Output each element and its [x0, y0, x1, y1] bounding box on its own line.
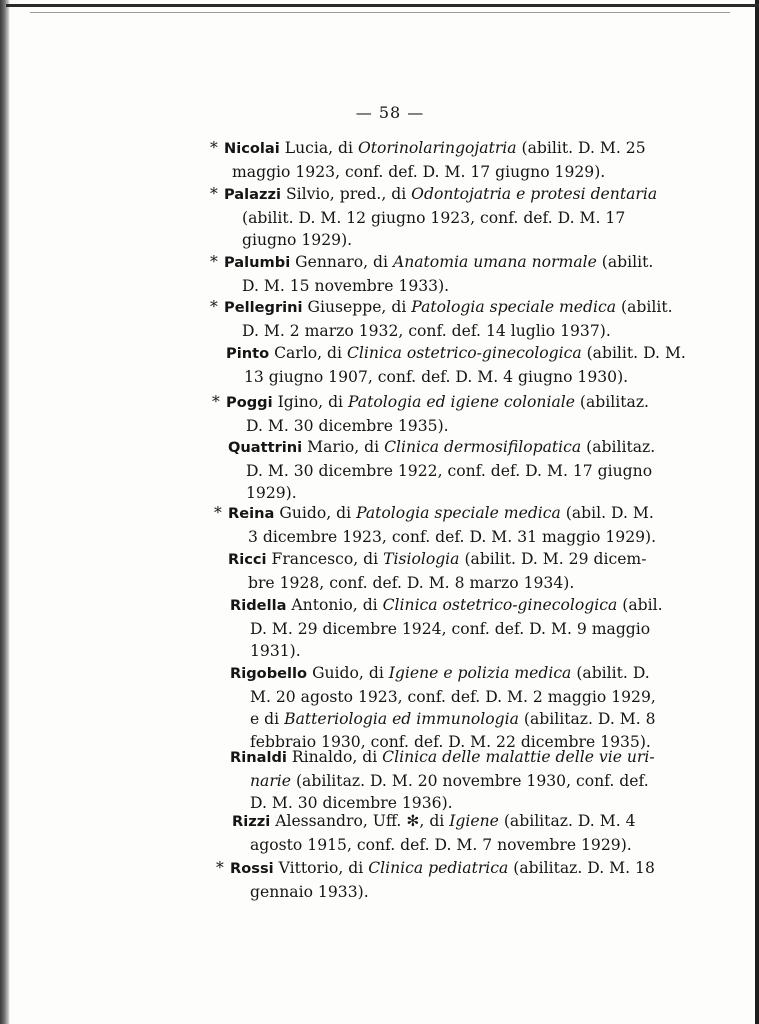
- entry-line: [228, 572, 646, 595]
- entry-surname: Rizzi: [232, 813, 271, 830]
- asterisk-marker: *: [210, 139, 218, 157]
- entry-surname: Reina: [228, 505, 275, 522]
- page-number: — 58 —: [355, 103, 425, 122]
- entry-text: e di: [250, 710, 285, 729]
- subject-text: Igiene: [449, 812, 499, 830]
- entry-text: 1929).: [246, 484, 297, 503]
- entry-text: Alessandro, Uff. ✻, di: [275, 812, 450, 830]
- subject-text: Anatomia umana normale: [392, 253, 597, 271]
- faculty-entry: [226, 342, 686, 388]
- entry-line: [214, 502, 656, 526]
- faculty-entry: [228, 436, 655, 505]
- faculty-entry: [228, 548, 646, 594]
- entry-text: Igino, di: [277, 393, 348, 411]
- entry-surname: Rigobello: [230, 665, 308, 682]
- entry-text: Silvio, pred., di: [285, 185, 412, 203]
- entry-text: (abilit. D. M. 25: [516, 139, 646, 157]
- entry-text: (abilit.: [616, 298, 673, 316]
- entry-text: D. M. 15 novembre 1933).: [242, 276, 450, 295]
- entry-surname: Pinto: [226, 345, 270, 362]
- entry-text: Guido, di: [279, 504, 357, 522]
- entry-text: D. M. 30 dicembre 1936).: [250, 794, 453, 813]
- entry-line: [228, 548, 646, 572]
- subject-text: Clinica dermosifilopatica: [384, 438, 582, 456]
- faculty-entry: [212, 391, 649, 437]
- entry-text: Carlo, di: [274, 344, 347, 362]
- asterisk-marker: *: [210, 298, 218, 316]
- faculty-entry: [210, 251, 653, 297]
- subject-text: Patologia ed igiene coloniale: [348, 393, 575, 411]
- entry-text: Guido, di: [312, 664, 389, 682]
- entry-line: [210, 137, 646, 161]
- entry-line: [230, 618, 663, 641]
- entry-line: [230, 770, 655, 793]
- entry-line: [210, 296, 673, 320]
- entry-text: 3 dicembre 1923, conf. def. D. M. 31 maggio 1929).: [248, 527, 657, 546]
- entry-surname: Rinaldi: [230, 749, 287, 766]
- entry-text: giugno 1929).: [242, 231, 353, 250]
- entry-line: [226, 366, 686, 389]
- asterisk-marker: *: [210, 185, 218, 203]
- entry-text: gennaio 1933).: [250, 882, 369, 901]
- faculty-entry: [214, 502, 656, 548]
- subject-text: Odontojatria e protesi dentaria: [411, 185, 658, 203]
- entry-surname: Ricci: [228, 551, 267, 568]
- entry-line: [210, 161, 646, 184]
- subject-text: Clinica ostetrico-ginecologica: [382, 596, 618, 614]
- entry-text: maggio 1923, conf. def. D. M. 17 giugno 1929).: [232, 162, 606, 181]
- faculty-entry: [230, 594, 663, 663]
- entry-line: [226, 342, 686, 366]
- entry-line: [212, 391, 649, 415]
- entry-text: (abilit. D. M. 29 dicem-: [459, 550, 647, 568]
- faculty-entry: [210, 137, 646, 183]
- subject-text: Patologia speciale medica: [411, 298, 617, 316]
- entry-line: [228, 436, 655, 460]
- subject-text: Clinica ostetrico-ginecologica: [346, 344, 582, 362]
- entry-line: [210, 275, 653, 298]
- entry-text: (abilitaz. D. M. 8: [518, 710, 656, 729]
- entry-text: D. M. 2 marzo 1932, conf. def. 14 luglio 1937).: [242, 321, 611, 340]
- subject-text: Clinica delle malattie delle vie uri-: [382, 748, 655, 766]
- entry-surname: Palazzi: [224, 186, 281, 203]
- entry-text: M. 20 agosto 1923, conf. def. D. M. 2 maggio 1929,: [250, 687, 656, 706]
- entry-text: (abilit. D.: [571, 664, 650, 682]
- entry-line: [230, 594, 663, 618]
- entry-text: (abil. D. M.: [560, 504, 654, 522]
- entry-text: D. M. 29 dicembre 1924, conf. def. D. M. 9 maggio: [250, 619, 651, 638]
- entry-surname: Palumbi: [224, 254, 291, 271]
- entry-text: Rinaldo, di: [291, 748, 383, 766]
- entry-text: (abilitaz. D. M. 20 novembre 1930, conf. def.: [291, 771, 649, 790]
- entry-text: (abil.: [617, 596, 663, 614]
- entry-line: [230, 662, 656, 686]
- subject-text: Batteriologia ed immunologia: [284, 710, 519, 729]
- entry-text: agosto 1915, conf. def. D. M. 7 novembre 1929).: [250, 835, 632, 854]
- entry-line: [228, 460, 655, 483]
- subject-text: narie: [250, 771, 292, 790]
- entry-surname: Nicolai: [224, 140, 280, 157]
- entry-line: [216, 881, 655, 904]
- entry-text: Lucia, di: [284, 139, 358, 157]
- entry-text: Mario, di: [307, 438, 385, 456]
- entry-text: 1931).: [250, 642, 301, 661]
- asterisk-marker: *: [216, 859, 224, 877]
- entry-text: Vittorio, di: [278, 859, 369, 877]
- entry-text: Antonio, di: [291, 596, 383, 614]
- subject-text: Patologia speciale medica: [356, 504, 561, 522]
- subject-text: Clinica pediatrica: [368, 859, 509, 877]
- asterisk-marker: *: [214, 504, 222, 522]
- entry-text: (abilitaz.: [574, 393, 649, 411]
- entry-line: [230, 708, 656, 731]
- entry-text: 13 giugno 1907, conf. def. D. M. 4 giugno 1930).: [244, 367, 629, 386]
- subject-text: Tisiologia: [383, 550, 460, 568]
- faculty-entry: [232, 810, 636, 856]
- entry-line: [210, 229, 657, 252]
- faculty-entry: [216, 857, 655, 903]
- entry-text: D. M. 30 dicembre 1922, conf. def. D. M. 17 giugno: [246, 461, 653, 480]
- entry-surname: Ridella: [230, 597, 287, 614]
- entry-text: (abilitaz.: [581, 438, 656, 456]
- entry-text: (abilitaz. D. M. 18: [508, 859, 655, 877]
- entry-text: (abilit. D. M. 12 giugno 1923, conf. def. D. M. 17: [242, 208, 626, 227]
- asterisk-marker: *: [210, 253, 218, 271]
- entry-text: bre 1928, conf. def. D. M. 8 marzo 1934).: [248, 573, 575, 592]
- faculty-entry: [210, 183, 657, 252]
- subject-text: Igiene e polizia medica: [388, 664, 572, 682]
- entry-surname: Pellegrini: [224, 299, 303, 316]
- entry-line: [232, 810, 636, 834]
- asterisk-marker: *: [212, 393, 220, 411]
- entry-text: (abilit.: [596, 253, 654, 271]
- subject-text: Otorinolaringojatria: [357, 139, 517, 157]
- entry-line: [210, 183, 657, 207]
- entry-line: [230, 686, 656, 709]
- entry-surname: Rossi: [230, 860, 274, 877]
- entry-line: [230, 746, 655, 770]
- entry-text: febbraio 1930, conf. def. D. M. 22 dicembre 1935).: [250, 732, 651, 751]
- faculty-entry: [210, 296, 673, 342]
- entry-text: (abilit. D. M.: [581, 344, 686, 362]
- entry-text: Gennaro, di: [295, 253, 393, 271]
- faculty-entry: [230, 662, 656, 753]
- entry-text: Giuseppe, di: [307, 298, 412, 316]
- entry-line: [232, 834, 636, 857]
- entry-line: [210, 207, 657, 230]
- entry-line: [214, 526, 656, 549]
- entry-text: (abilitaz. D. M. 4: [498, 812, 636, 830]
- entry-line: [212, 415, 649, 438]
- entry-surname: Quattrini: [228, 439, 303, 456]
- entry-text: Francesco, di: [271, 550, 384, 568]
- entry-line: [210, 251, 653, 275]
- entry-text: D. M. 30 dicembre 1935).: [246, 416, 449, 435]
- entry-line: [216, 857, 655, 881]
- entry-surname: Poggi: [226, 394, 273, 411]
- entry-line: [210, 320, 673, 343]
- entry-line: [230, 640, 663, 663]
- faculty-entry: [230, 746, 655, 815]
